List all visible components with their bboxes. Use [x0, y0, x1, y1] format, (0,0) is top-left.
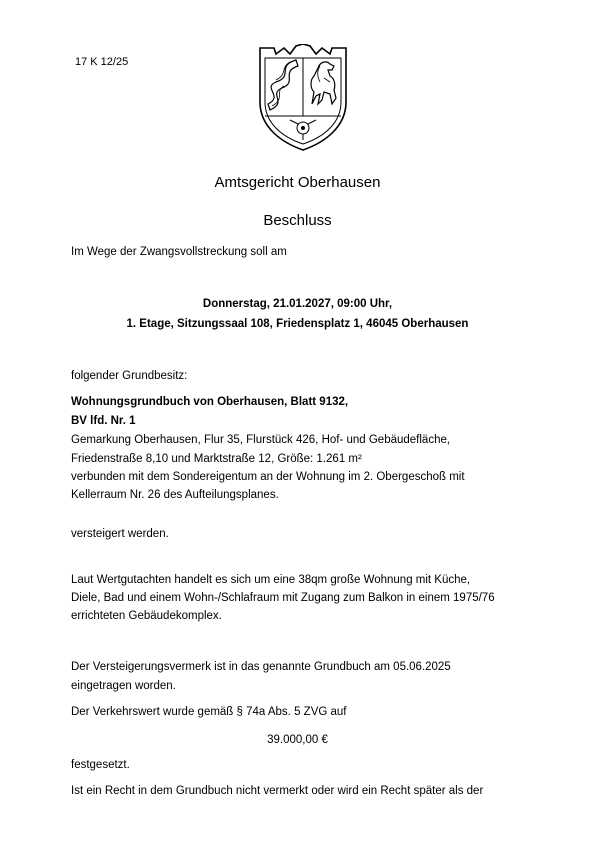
appraisal-line: Laut Wertgutachten handelt es sich um eine 38qm große Wohnung mit Küche,: [71, 574, 471, 586]
court-name: Amtsgericht Oberhausen: [214, 174, 381, 191]
file-number: 17 K 12/25: [75, 56, 129, 68]
fixed-text: festgesetzt.: [71, 759, 130, 771]
property-intro: folgender Grundbesitz:: [71, 370, 188, 382]
property-line: Gemarkung Oberhausen, Flur 35, Flurstück 426, Hof- und Gebäudefläche,: [71, 434, 451, 446]
bv-number: BV lfd. Nr. 1: [71, 415, 136, 427]
registration-line: eingetragen worden.: [71, 680, 176, 692]
document-title: Beschluss: [263, 212, 332, 229]
auction-text: versteigert werden.: [71, 528, 169, 540]
registration-line: Der Versteigerungsvermerk ist in das genannte Grundbuch am 05.06.2025: [71, 661, 451, 673]
appraisal-line: errichteten Gebäudekomplex.: [71, 610, 222, 622]
property-line: Kellerraum Nr. 26 des Aufteilungsplanes.: [71, 489, 279, 501]
property-line: Friedenstraße 8,10 und Marktstraße 12, Größe: 1.261 m²: [71, 453, 362, 465]
nrw-coat-of-arms-icon: [254, 44, 352, 152]
appraisal-line: Diele, Bad und einem Wohn-/Schlafraum mit Zugang zum Balkon in einem 1975/76: [71, 592, 495, 604]
land-register: Wohnungsgrundbuch von Oberhausen, Blatt 9132,: [71, 396, 349, 408]
intro-text: Im Wege der Zwangsvollstreckung soll am: [71, 246, 287, 258]
market-value: 39.000,00 €: [267, 734, 328, 746]
property-line: verbunden mit dem Sondereigentum an der Wohnung im 2. Obergeschoß mit: [71, 471, 465, 483]
appointment-location: 1. Etage, Sitzungssaal 108, Friedensplatz 1, 46045 Oberhausen: [126, 318, 469, 330]
market-value-intro: Der Verkehrswert wurde gemäß § 74a Abs. 5 ZVG auf: [71, 706, 347, 718]
appointment-date: Donnerstag, 21.01.2027, 09:00 Uhr,: [202, 298, 393, 310]
rights-paragraph-start: Ist ein Recht in dem Grundbuch nicht vermerkt oder wird ein Recht später als der: [71, 785, 484, 797]
